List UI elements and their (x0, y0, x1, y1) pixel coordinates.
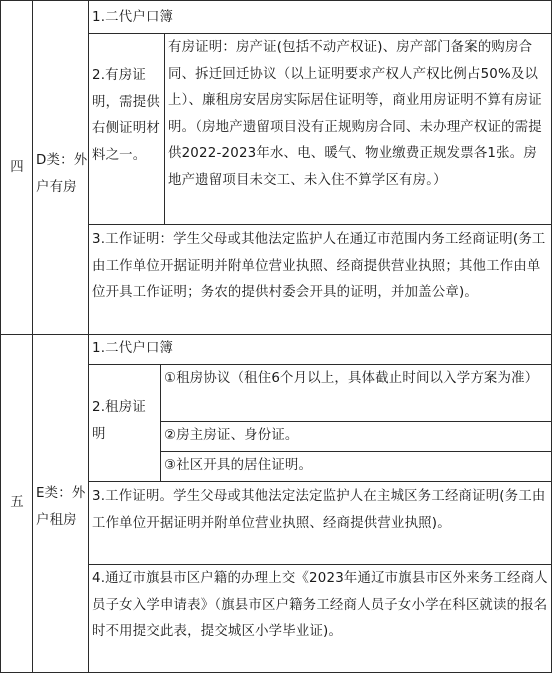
row-e-item-2-label: 2.租房证明 (92, 400, 146, 442)
row-d-index: 四 (10, 160, 24, 175)
row-e-item-2-sub-2: ②房主房证、身份证。 (164, 428, 299, 443)
row-e-item-4: 4.通辽市旗县市区户籍的办理上交《2023年通辽市旗县市区外来务工经商人员子女入学申请表》（旗县市区户籍务工经商人员子女小学在科区就读的报名时不用提交此表，提交城区小学毕业证)。 (92, 571, 548, 639)
category-col-divider (88, 0, 89, 673)
row-e-item-1: 1.二代户口簿 (92, 341, 174, 356)
row-e-item-3: 3.工作证明。学生父母或其他法定法定监护人在主城区务工经商证明(务工由工作单位开据证明并附单位营业执照、经商提供营业执照)。 (92, 489, 546, 531)
row-d-item-2-label: 2.有房证明，需提供右侧证明材料之一。 (92, 68, 160, 163)
row-e-index: 五 (10, 495, 24, 510)
row-e-sub-divider (160, 364, 161, 481)
row-d-item-2-detail: 有房证明：房产证(包括不动产权证)、房产部门备案的购房合同、拆迁回迁协议（以上证明要求产权人产权比例占50%及以上）、廉租房安居房实际居住证明等，商业用房证明不算有房证明。（房地产遗留项目没有正规购房合同、未办理产权证的需提供2022-2023年水、电、暖气、物业缴费正规发票各1张。房地产遗留项目未交工、未入住不算学区有房。） (168, 40, 542, 188)
row-d-line-1 (88, 33, 552, 34)
row-e-line-4 (88, 481, 552, 482)
row-e-line-3 (160, 451, 552, 452)
row-d-item-1: 1.二代户口簿 (92, 10, 174, 25)
row-e-line-1 (88, 364, 552, 365)
index-col-divider (32, 0, 33, 673)
row-d-item-3: 3.工作证明：学生父母或其他法定监护人在通辽市范围内务工经商证明(务工由工作单位开据证明并附单位营业执照、经商提供营业执照；其他工作由单位开具工作证明；务农的提供村委会开具的证明，并加盖公章)。 (92, 232, 546, 300)
row-d-category: D类：外户有房 (36, 153, 88, 195)
row-e-line-5 (88, 564, 552, 565)
table-left-border (0, 0, 1, 673)
row-d-line-2 (88, 224, 552, 225)
table-top-border (0, 0, 552, 1)
section-divider (0, 334, 552, 335)
row-d-sub-divider (164, 33, 165, 224)
row-e-line-2 (160, 421, 552, 422)
row-e-item-2-sub-3: ③社区开具的居住证明。 (164, 458, 313, 473)
row-e-category: E类：外户租房 (36, 486, 86, 528)
row-e-item-2-sub-1: ①租房协议（租住6个月以上，具体截止时间以入学方案为准） (164, 371, 539, 386)
